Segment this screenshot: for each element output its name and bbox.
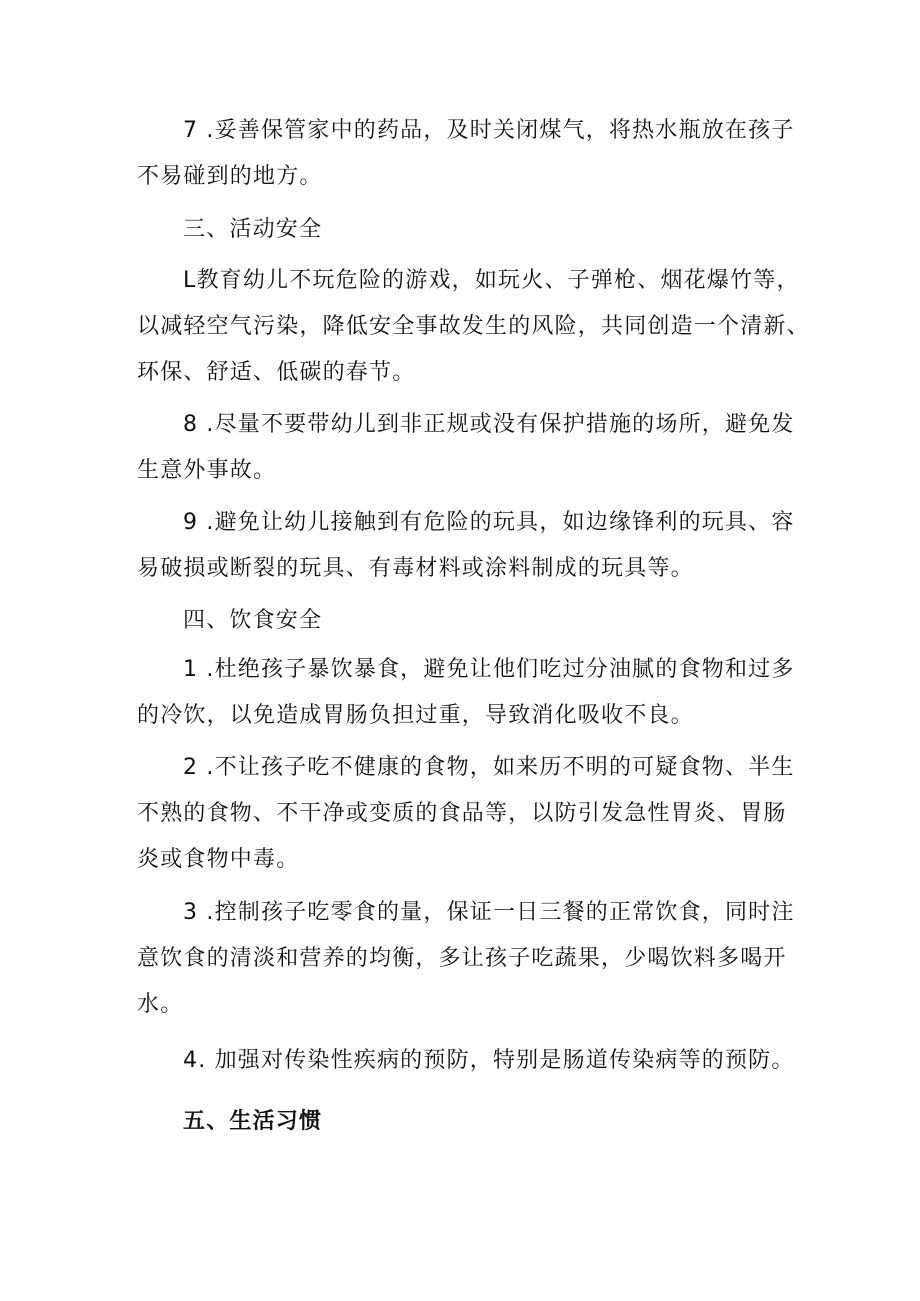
paragraph-item-diet-1 [137, 647, 797, 739]
paragraph-line: 生意外事故。 [137, 458, 277, 483]
paragraph-item-diet-3 [137, 890, 797, 1028]
paragraph-line: 以减轻空气污染，降低安全事故发生的风险，共同创造一个清新、 [137, 314, 810, 339]
paragraph-item-7 [137, 108, 797, 200]
paragraph-line: 意饮食的清淡和营养的均衡，多让孩子吃蔬果，少喝饮料多喝开 [137, 946, 787, 971]
paragraph-line: 3 .控制孩子吃零食的量，保证一日三餐的正常饮食，同时注 [183, 900, 795, 925]
paragraph-line: 1 .杜绝孩子暴饮暴食，避免让他们吃过分油腻的食物和过多 [183, 657, 795, 682]
paragraph-line: 环保、舒适、低碳的春节。 [137, 360, 416, 385]
section-heading-diet-safety: 四、饮食安全 [183, 608, 323, 633]
paragraph-item-l [137, 258, 810, 396]
paragraph-line: L教育幼儿不玩危险的游戏，如玩火、子弹枪、烟花爆竹等， [183, 268, 800, 293]
paragraph-line: 2 .不让孩子吃不健康的食物，如来历不明的可疑食物、半生 [183, 755, 795, 780]
paragraph-line: 4. 加强对传染性疾病的预防，特别是肠道传染病等的预防。 [183, 1048, 795, 1073]
paragraph-line: 8 .尽量不要带幼儿到非正规或没有保护措施的场所，避免发 [183, 412, 795, 437]
paragraph-item-9 [137, 500, 797, 592]
paragraph-item-8 [137, 402, 797, 494]
paragraph-item-diet-2 [137, 745, 797, 883]
paragraph-line: 易破损或断裂的玩具、有毒材料或涂料制成的玩具等。 [137, 556, 694, 581]
paragraph-line: 不熟的食物、不干净或变质的食品等，以防引发急性胃炎、胃肠 [137, 801, 787, 826]
paragraph-line: 炎或食物中毒。 [137, 847, 300, 872]
paragraph-line: 水。 [137, 992, 184, 1017]
paragraph-item-diet-4 [137, 1038, 797, 1084]
paragraph-line: 的冷饮，以免造成胃肠负担过重，导致消化吸收不良。 [137, 703, 694, 728]
section-heading-living-habits: 五、生活习惯 [183, 1109, 323, 1134]
paragraph-line: 9 .避免让幼儿接触到有危险的玩具，如边缘锋利的玩具、容 [183, 510, 795, 535]
paragraph-line: 7 .妥善保管家中的药品，及时关闭煤气，将热水瓶放在孩子 [183, 118, 795, 143]
paragraph-line: 不易碰到的地方。 [137, 164, 323, 189]
section-heading-activity-safety: 三、活动安全 [183, 217, 323, 242]
